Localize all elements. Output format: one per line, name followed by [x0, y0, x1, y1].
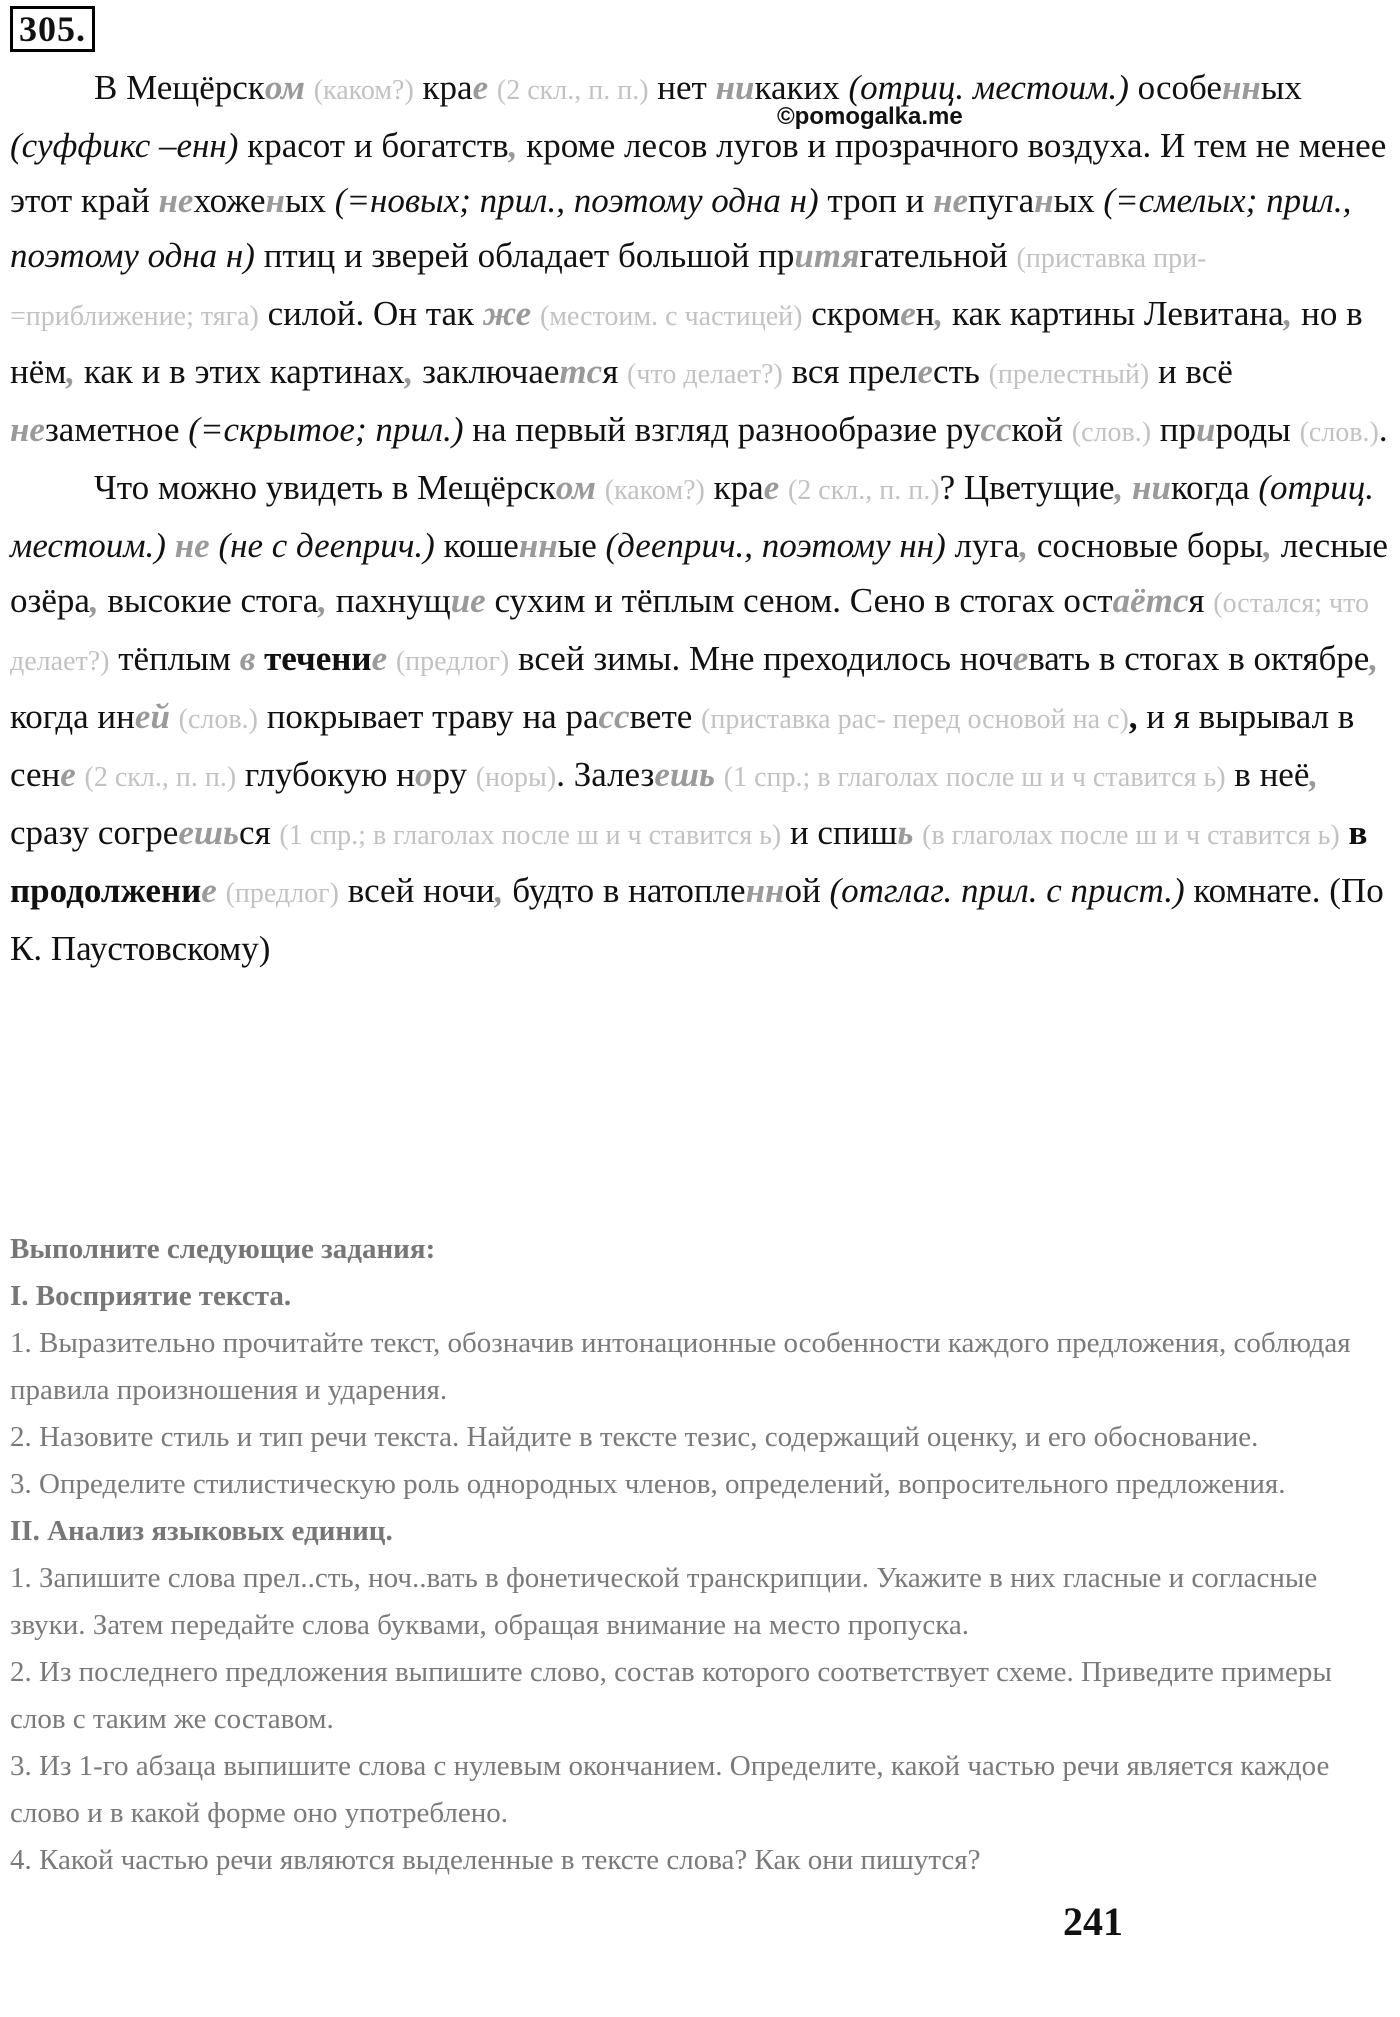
task-item: 3. Из 1-го абзаца выпишите слова с нулевым окончанием. Определите, какой частью речи является каждое слово и в какой форме оно употреблено. [10, 1750, 1330, 1829]
highlighted-letters: тс [559, 352, 603, 391]
italic-note: (=смелых; прил., поэтому одна н) [10, 181, 1352, 275]
highlighted-letters: и [1196, 410, 1216, 449]
exercise-number: 305. [10, 6, 95, 52]
textbook-page [10, 6, 1390, 1944]
text-run: коше [434, 526, 519, 565]
bold-word: в продолжени [10, 813, 1368, 910]
highlighted-letters: ей [134, 697, 170, 736]
highlighted-letters: е [917, 352, 934, 391]
text-run: кроме лесов лугов и прозрачного воздуха. И тем не менее этот край [10, 126, 1387, 220]
text-run: когда ин [10, 697, 135, 736]
text-run: гательной [859, 236, 1017, 275]
highlighted-comma: , [66, 352, 76, 391]
grammar-note: (слов.) [178, 704, 258, 735]
grammar-note: (1 спр.; в глаголах после ш и ч ставится ь) [723, 762, 1226, 793]
grammar-note: (каком?) [313, 75, 414, 106]
text-run: я [602, 352, 628, 391]
task-item: 1. Запишите слова прел..сть, ноч..вать в фонетической транскрипции. Укажите в них гласные и согласные звуки. Затем передайте слова буквами, обращая внимание на место пропуска. [10, 1562, 1318, 1641]
highlighted-comma: , [318, 581, 328, 620]
grammar-note: (предлог) [395, 646, 510, 677]
task-item: 2. Из последнего предложения выпишите слово, состав которого соответствует схеме. Приведите примеры слов с таким же составом. [10, 1656, 1332, 1735]
text-run: кра [413, 68, 473, 107]
highlighted-comma: , [404, 352, 414, 391]
text-run: лесные озёра [10, 526, 1388, 620]
task-item: 2. Назовите стиль и тип речи текста. Найдите в тексте тезис, содержащий оценку, и его обоснование. [10, 1421, 1259, 1453]
text-run: вся прел [782, 352, 918, 391]
highlighted-comma: , [1114, 468, 1124, 507]
text-run: но в нём [10, 294, 1363, 391]
highlighted-letters: не [165, 526, 219, 565]
bold-comma: , [1128, 697, 1138, 736]
highlighted-comma: , [508, 126, 518, 165]
text-run: высокие стога [98, 581, 319, 620]
highlighted-letters: нн [518, 526, 558, 565]
text-run: сть [933, 352, 989, 391]
grammar-note: (что делает?) [627, 359, 783, 390]
highlighted-letters: н [265, 181, 285, 220]
text-run: троп и [818, 181, 934, 220]
highlighted-comma: , [934, 294, 944, 333]
highlighted-letters: нн [1221, 68, 1261, 107]
text-run: ой [784, 871, 830, 910]
italic-note: (=скрытое; прил.) [188, 410, 464, 449]
text-run: будто в натопле [503, 871, 746, 910]
exercise-text [10, 60, 1390, 976]
text-run: силой. Он так [258, 294, 483, 333]
text-run: скром [802, 294, 901, 333]
highlighted-comma: , [1019, 526, 1029, 565]
text-run: В Мещёрск [94, 68, 265, 107]
text-run: пахнущ [327, 581, 451, 620]
text-run: . Залез [556, 755, 655, 794]
text-run: на первый взгляд разнообразие ру [463, 410, 981, 449]
text-run: вать в стогах в октябре [1028, 639, 1370, 678]
highlighted-letters: же [482, 294, 532, 333]
text-run: комнате. (По К. Паустовскому) [10, 871, 1384, 968]
highlighted-letters: о [414, 755, 433, 794]
grammar-note: (норы) [475, 762, 557, 793]
text-run: и всё [1149, 352, 1233, 391]
task-item: 4. Какой частью речи являются выделенные в тексте слова? Как они пишутся? [10, 1844, 981, 1876]
highlighted-letters: ешь [654, 755, 716, 794]
text-run: роды [1215, 410, 1300, 449]
text-run: сухим и тёплым сеном. Сено в стогах ост [485, 581, 1113, 620]
text-run: когда [1170, 468, 1259, 507]
text-run: . [1378, 410, 1388, 449]
text-run: н [915, 294, 935, 333]
highlighted-letters: не [10, 410, 45, 449]
paragraph-2 [10, 460, 1390, 976]
text-run: сосновые боры [1028, 526, 1264, 565]
text-run: ых [1053, 181, 1104, 220]
section-1-title: I. Восприятие текста. [10, 1280, 292, 1312]
text-run: красот и богатств [238, 126, 509, 165]
text-run: всей зимы. Мне преходилось ноч [509, 639, 1013, 678]
highlighted-letters: ь [897, 813, 914, 852]
text-run: я [1188, 581, 1214, 620]
highlighted-letters: е [1012, 639, 1029, 678]
grammar-note: (в глаголах после ш и ч ставится ь) [922, 820, 1340, 851]
italic-note: (дееприч., поэтому нн) [605, 526, 946, 565]
highlighted-letters: нн [745, 871, 785, 910]
task-item: 3. Определите стилистическую роль однородных членов, определений, вопросительного предложения. [10, 1468, 1286, 1500]
text-run: пуга [968, 181, 1035, 220]
text-run: как и в этих картинах [75, 352, 405, 391]
highlighted-letters: н [1034, 181, 1054, 220]
text-run: птиц и зверей обладает большой пр [254, 236, 795, 275]
italic-note: (суффикс –енн) [10, 126, 239, 165]
highlighted-letters: е [900, 294, 916, 333]
highlighted-comma: , [1369, 639, 1379, 678]
italic-note: (отглаг. прил. с прист.) [829, 871, 1185, 910]
text-run: тёплым [109, 639, 240, 678]
highlighted-comma: , [494, 871, 504, 910]
text-run: заметное [44, 410, 189, 449]
highlighted-letters: сс [598, 697, 630, 736]
grammar-note: (приставка рас- перед основой на с) [701, 704, 1129, 735]
italic-note: (=новых; прил., поэтому одна н) [334, 181, 819, 220]
text-run: и спиш [781, 813, 898, 852]
highlighted-letters: ие [450, 581, 486, 620]
grammar-note: (1 спр.; в глаголах после ш и ч ставится ь) [279, 820, 782, 851]
text-run: нет [648, 68, 716, 107]
grammar-note: (2 скл., п. п.) [84, 762, 237, 793]
text-run: в неё [1225, 755, 1310, 794]
paragraph-1 [10, 60, 1390, 460]
text-run: и я вырывал в сен [10, 697, 1355, 794]
text-run: всей ночи [339, 871, 495, 910]
highlighted-letters: в [239, 639, 256, 678]
page-number: 241 [1063, 1899, 1123, 1944]
grammar-note: (2 скл., п. п.) [787, 475, 940, 506]
text-run: каких [754, 68, 849, 107]
highlighted-letters: ни [1132, 468, 1171, 507]
grammar-note: (приставка при-=приближение; тяга) [10, 243, 1207, 332]
highlighted-letters: е [371, 639, 388, 678]
highlighted-letters: не [158, 181, 194, 220]
text-run: луга [945, 526, 1020, 565]
text-run: хоже [193, 181, 266, 220]
text-run: Что можно увидеть в Мещёрск [94, 468, 556, 507]
text-run: ся [239, 813, 280, 852]
highlighted-letters: сс [980, 410, 1012, 449]
italic-note: (отриц. местоим.) [10, 468, 1375, 565]
text-run: ? Цветущие [939, 468, 1115, 507]
highlighted-letters: не [933, 181, 969, 220]
grammar-note: (прелестный) [988, 359, 1150, 390]
grammar-note: (каком?) [604, 475, 705, 506]
highlighted-comma: , [1309, 755, 1319, 794]
text-run: ые [557, 526, 606, 565]
italic-note: (не с дееприч.) [218, 526, 435, 565]
section-2-title: II. Анализ языковых единиц. [10, 1515, 393, 1547]
grammar-note: (остался; что делает?) [10, 588, 1369, 677]
highlighted-letters: е [201, 871, 217, 910]
highlighted-letters: тс [1145, 581, 1189, 620]
grammar-note: (слов.) [1071, 417, 1152, 448]
highlighted-letters: ом [264, 68, 305, 107]
watermark: ©pomogalka.me [777, 103, 963, 130]
tasks-heading: Выполните следующие задания: [10, 1233, 436, 1265]
highlighted-letters: е [60, 755, 76, 794]
text-run: заключае [413, 352, 560, 391]
bold-word: течени [255, 639, 372, 678]
text-run: кра [704, 468, 764, 507]
highlighted-letters: ом [555, 468, 597, 507]
highlighted-letters: е [472, 68, 489, 107]
grammar-note: (предлог) [225, 878, 339, 909]
highlighted-comma: , [1263, 526, 1272, 565]
text-run: кой [1011, 410, 1072, 449]
grammar-note: (2 скл., п. п.) [496, 75, 649, 106]
text-run: сразу согре [10, 813, 179, 852]
text-run: ых [284, 181, 335, 220]
highlighted-comma: , [1283, 294, 1293, 333]
highlighted-letters: ешь [178, 813, 240, 852]
text-run: пр [1151, 410, 1197, 449]
italic-note: (отриц. местоим.) [848, 68, 1129, 107]
text-run: особе [1128, 68, 1222, 107]
highlighted-letters: итя [794, 236, 860, 275]
text-run: ых [1260, 68, 1302, 107]
highlighted-letters: аё [1112, 581, 1146, 620]
text-run: вете [629, 697, 702, 736]
task-item: 1. Выразительно прочитайте текст, обозначив интонационные особенности каждого предложения, соблюдая правила произношения и ударения. [10, 1327, 1351, 1406]
highlighted-comma: , [89, 581, 99, 620]
tasks-block [10, 1226, 1390, 1884]
grammar-note: (местоим. с частицей) [539, 301, 803, 332]
text-run: глубокую н [236, 755, 415, 794]
highlighted-letters: е [763, 468, 780, 507]
text-run: ру [432, 755, 476, 794]
text-run: покрывает траву на ра [257, 697, 599, 736]
text-run: как картины Левитана [943, 294, 1284, 333]
highlighted-letters: ни [715, 68, 755, 107]
grammar-note: (слов.) [1299, 417, 1379, 448]
